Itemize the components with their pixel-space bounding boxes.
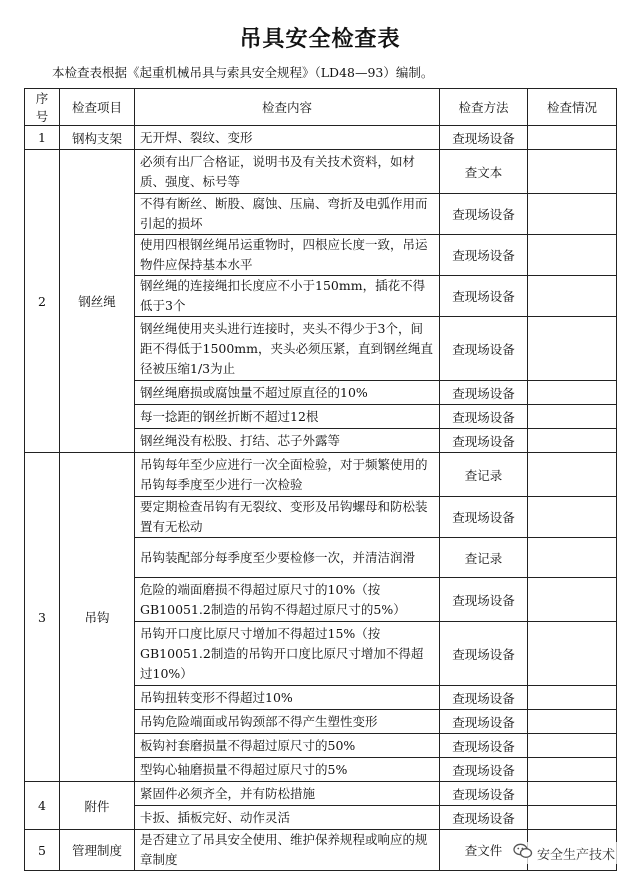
check-method: 查现场设备: [440, 317, 528, 381]
table-row: [25, 782, 617, 806]
header-method: 检查方法: [440, 89, 528, 126]
check-item: 附件: [60, 782, 135, 830]
watermark-text: 安全生产技术: [536, 847, 615, 863]
check-status[interactable]: [528, 429, 617, 453]
check-method: 查现场设备: [440, 710, 528, 734]
row-number: 1: [25, 126, 60, 150]
header-item: 检查项目: [60, 89, 135, 126]
check-status[interactable]: [528, 758, 617, 782]
wechat-icon: [513, 843, 533, 863]
check-item: 管理制度: [60, 830, 135, 871]
row-number: 5: [25, 830, 60, 871]
check-method: 查现场设备: [440, 758, 528, 782]
table-body: [25, 126, 617, 871]
table-row: [25, 150, 617, 194]
page-subtitle: 本检查表根据《起重机械吊具与索具安全规程》（LD48—93）编制。: [52, 65, 434, 80]
check-item: 吊钩: [60, 453, 135, 782]
check-content: 板钩衬套磨损量不得超过原尺寸的50%: [135, 734, 440, 758]
table-row: [25, 453, 617, 497]
check-method: 查现场设备: [440, 782, 528, 806]
check-content: 钢丝绳没有松股、打结、芯子外露等: [135, 429, 440, 453]
check-method: 查现场设备: [440, 126, 528, 150]
check-content: 钢丝绳的连接绳扣长度应不小于150mm，插花不得低于3个: [135, 276, 440, 317]
check-method: 查现场设备: [440, 235, 528, 276]
check-method: 查现场设备: [440, 734, 528, 758]
header-content: 检查内容: [135, 89, 440, 126]
check-status[interactable]: [528, 538, 617, 578]
check-status[interactable]: [528, 381, 617, 405]
checklist-table: [24, 88, 617, 871]
watermark: [510, 842, 618, 864]
check-content: 吊钩扭转变形不得超过10%: [135, 686, 440, 710]
check-method: 查记录: [440, 538, 528, 578]
check-method: 查现场设备: [440, 194, 528, 235]
check-content: 要定期检查吊钩有无裂纹、变形及吊钩螺母和防松装置有无松动: [135, 497, 440, 538]
check-content: 卡扳、插板完好、动作灵活: [135, 806, 440, 830]
check-content: 型钩心轴磨损量不得超过原尺寸的5%: [135, 758, 440, 782]
check-content: 吊钩开口度比原尺寸增加不得超过15%（按GB10051.2制造的吊钩开口度比原尺寸增加不得超过10%）: [135, 622, 440, 686]
check-content: 每一捻距的钢丝折断不超过12根: [135, 405, 440, 429]
check-status[interactable]: [528, 126, 617, 150]
check-status[interactable]: [528, 686, 617, 710]
table-header-row: [25, 89, 617, 126]
check-status[interactable]: [528, 734, 617, 758]
check-content: 必须有出厂合格证，说明书及有关技术资料，如材质、强度、标号等: [135, 150, 440, 194]
check-method: 查现场设备: [440, 578, 528, 622]
check-content: 危险的端面磨损不得超过原尺寸的10%（按GB10051.2制造的吊钩不得超过原尺寸的5%）: [135, 578, 440, 622]
check-content: 不得有断丝、断股、腐蚀、压扁、弯折及电弧作用而引起的损坏: [135, 194, 440, 235]
row-number: 4: [25, 782, 60, 830]
check-status[interactable]: [528, 453, 617, 497]
check-method: 查现场设备: [440, 429, 528, 453]
check-item: 钢丝绳: [60, 150, 135, 453]
check-method: 查现场设备: [440, 405, 528, 429]
check-method: 查现场设备: [440, 806, 528, 830]
header-status: 检查情况: [528, 89, 617, 126]
check-method: 查现场设备: [440, 686, 528, 710]
check-status[interactable]: [528, 497, 617, 538]
check-method: 查文本: [440, 150, 528, 194]
check-content: 是否建立了吊具安全使用、维护保养规程或响应的规章制度: [135, 830, 440, 871]
check-content: 吊钩危险端面或吊钩颈部不得产生塑性变形: [135, 710, 440, 734]
check-method: 查现场设备: [440, 276, 528, 317]
table-row: [25, 126, 617, 150]
check-status[interactable]: [528, 806, 617, 830]
check-status[interactable]: [528, 782, 617, 806]
check-status[interactable]: [528, 405, 617, 429]
check-method: 查现场设备: [440, 381, 528, 405]
check-method: 查现场设备: [440, 497, 528, 538]
header-no: 序号: [25, 89, 60, 126]
check-method: 查文件: [440, 830, 528, 871]
check-content: 钢丝绳使用夹头进行连接时，夹头不得少于3个，间距不得低于1500mm，夹头必须压紧，直到钢丝绳直径被压缩1/3为止: [135, 317, 440, 381]
check-status[interactable]: [528, 235, 617, 276]
check-content: 使用四根钢丝绳吊运重物时，四根应长度一致，吊运物件应保持基本水平: [135, 235, 440, 276]
check-status[interactable]: [528, 317, 617, 381]
check-content: 无开焊、裂纹、变形: [135, 126, 440, 150]
check-status[interactable]: [528, 578, 617, 622]
check-content: 吊钩装配部分每季度至少要检修一次，并清洁润滑: [135, 538, 440, 578]
check-status[interactable]: [528, 710, 617, 734]
row-number: 3: [25, 453, 60, 782]
check-status[interactable]: [528, 622, 617, 686]
check-method: 查记录: [440, 453, 528, 497]
check-status[interactable]: [528, 150, 617, 194]
row-number: 2: [25, 150, 60, 453]
check-content: 紧固件必须齐全，并有防松措施: [135, 782, 440, 806]
page-title: 吊具安全检查表: [239, 27, 401, 52]
check-status[interactable]: [528, 194, 617, 235]
check-method: 查现场设备: [440, 622, 528, 686]
check-status[interactable]: [528, 276, 617, 317]
check-content: 吊钩每年至少应进行一次全面检验，对于频繁使用的吊钩每季度至少进行一次检验: [135, 453, 440, 497]
check-content: 钢丝绳磨损或腐蚀量不超过原直径的10%: [135, 381, 440, 405]
check-item: 钢构支架: [60, 126, 135, 150]
